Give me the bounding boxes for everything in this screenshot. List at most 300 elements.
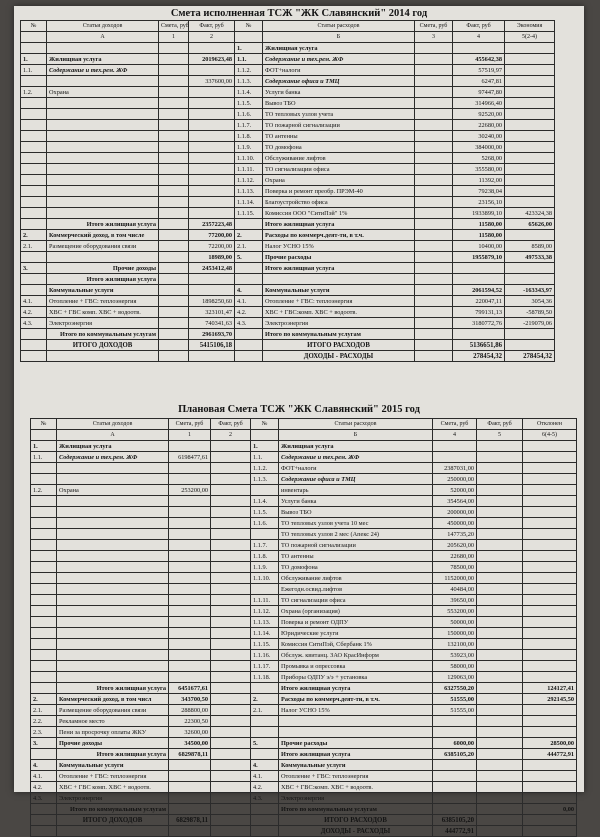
row-value — [189, 274, 235, 285]
row-value: 2961693,70 — [189, 329, 235, 340]
row-number: 2. — [31, 694, 57, 705]
row-value — [415, 219, 453, 230]
header-cell — [235, 32, 263, 43]
row-value — [415, 285, 453, 296]
row-label — [279, 727, 433, 738]
table-row — [31, 551, 577, 562]
table-row — [31, 683, 577, 694]
row-value — [211, 628, 251, 639]
total-expense-label: ИТОГО РАСХОДОВ — [279, 815, 433, 826]
row-value — [159, 307, 189, 318]
header-cell: № — [21, 21, 47, 32]
row-number: 4. — [31, 760, 57, 771]
header-cell: 2 — [211, 430, 251, 441]
row-value — [169, 474, 211, 485]
row-value — [169, 639, 211, 650]
row-value — [523, 771, 577, 782]
row-value: 253200,00 — [169, 485, 211, 496]
row-label: Охрана (организация) — [279, 606, 433, 617]
row-number: 2.1. — [21, 241, 47, 252]
row-value — [211, 661, 251, 672]
row-label — [57, 551, 169, 562]
cell — [235, 340, 263, 351]
row-label: Пени за просрочку оплаты ЖКУ — [57, 727, 169, 738]
row-number: 4.1. — [21, 296, 47, 307]
row-value: 8589,00 — [505, 241, 555, 252]
row-value — [415, 98, 453, 109]
row-label — [57, 463, 169, 474]
row-label: Итого по коммунальным услугам — [47, 329, 159, 340]
header-cell: Б — [279, 430, 433, 441]
row-number: 1.1.17. — [251, 661, 279, 672]
row-value — [523, 716, 577, 727]
row-number: 1.1.7. — [251, 540, 279, 551]
row-label: ТО тепловых узлов учета 10 мес — [279, 518, 433, 529]
balance-label: ДОХОДЫ - РАСХОДЫ — [263, 351, 415, 362]
row-number: 1.2. — [31, 485, 57, 496]
total-income-row — [31, 815, 577, 826]
row-value — [211, 529, 251, 540]
row-label: Вывоз ТБО — [279, 507, 433, 518]
row-value — [477, 584, 523, 595]
row-number: 3. — [21, 263, 47, 274]
row-value — [169, 782, 211, 793]
row-number — [235, 329, 263, 340]
row-label — [57, 606, 169, 617]
row-label: Итого жилищная услуга — [279, 683, 433, 694]
row-value — [211, 474, 251, 485]
row-value: 6385105,20 — [433, 749, 477, 760]
table-row — [31, 562, 577, 573]
row-value: 288800,00 — [169, 705, 211, 716]
row-value — [159, 263, 189, 274]
row-value — [415, 109, 453, 120]
table-row — [21, 109, 555, 120]
row-number: 1.1.7. — [235, 120, 263, 131]
cell — [505, 340, 555, 351]
row-number — [251, 485, 279, 496]
row-number: 1.1.11. — [251, 595, 279, 606]
row-label: Жилищная услуга — [47, 54, 159, 65]
row-number: 1.1.13. — [235, 186, 263, 197]
row-number: 4.3. — [21, 318, 47, 329]
balance-label: ДОХОДЫ - РАСХОДЫ — [279, 826, 433, 837]
row-value: 18989,00 — [189, 252, 235, 263]
table-2015-colnums — [31, 430, 577, 441]
row-value — [211, 683, 251, 694]
row-value: 6247,81 — [453, 76, 505, 87]
row-label — [57, 573, 169, 584]
table-row — [21, 197, 555, 208]
row-value: 2453412,48 — [189, 263, 235, 274]
row-value: 28500,00 — [523, 738, 577, 749]
row-number — [31, 529, 57, 540]
row-label: Содержание и тех.рем. ЖФ — [57, 452, 169, 463]
row-label — [47, 208, 159, 219]
table-row — [31, 474, 577, 485]
table-row — [31, 573, 577, 584]
row-value — [453, 43, 505, 54]
row-label: Итого по коммунальным услугам — [57, 804, 169, 815]
row-label: ТО пожарной сигнализации — [263, 120, 415, 131]
row-value: 423324,38 — [505, 208, 555, 219]
table-row — [31, 463, 577, 474]
balance-value: 278454,32 — [453, 351, 505, 362]
total-expense-label: ИТОГО РАСХОДОВ — [263, 340, 415, 351]
row-value: 355580,00 — [453, 164, 505, 175]
row-number: 4.2. — [235, 307, 263, 318]
row-label: Обслуж. квитанц. ЗАО КрасИнформ — [279, 650, 433, 661]
row-value — [211, 584, 251, 595]
row-value — [189, 98, 235, 109]
row-label: ТО пожарной сигнализации — [279, 540, 433, 551]
cell — [415, 351, 453, 362]
row-value — [523, 650, 577, 661]
row-value — [523, 760, 577, 771]
row-value — [415, 43, 453, 54]
row-value — [433, 452, 477, 463]
row-value — [211, 518, 251, 529]
row-value — [211, 738, 251, 749]
cell — [211, 815, 251, 826]
row-number — [31, 496, 57, 507]
row-value: 3054,36 — [505, 296, 555, 307]
row-value — [159, 186, 189, 197]
row-value — [159, 65, 189, 76]
table-row — [31, 617, 577, 628]
table-2014-body — [21, 43, 555, 340]
row-value — [211, 573, 251, 584]
row-number: 1.1.15. — [251, 639, 279, 650]
row-value — [505, 76, 555, 87]
row-number: 1.1.8. — [235, 131, 263, 142]
row-label: Комиссия СитиПэй, Сбербанк 1% — [279, 639, 433, 650]
row-label: Обслуживание лифтов — [263, 153, 415, 164]
table-row — [21, 296, 555, 307]
row-number — [251, 716, 279, 727]
row-value — [159, 43, 189, 54]
cell — [235, 351, 263, 362]
row-value: 444772,91 — [523, 749, 577, 760]
row-label — [279, 716, 433, 727]
row-value — [415, 175, 453, 186]
row-label: Расходы по коммерч.деят-ти, в т.ч. — [263, 230, 415, 241]
header-cell: № — [31, 419, 57, 430]
balance-value: 444772,91 — [433, 826, 477, 837]
row-value — [159, 87, 189, 98]
row-number — [21, 197, 47, 208]
row-value — [415, 76, 453, 87]
table-row — [21, 87, 555, 98]
row-number — [21, 219, 47, 230]
row-value — [169, 606, 211, 617]
row-value: 23156,10 — [453, 197, 505, 208]
table-row — [21, 153, 555, 164]
row-value — [453, 329, 505, 340]
row-value: 50000,00 — [433, 617, 477, 628]
row-number: 2.1. — [235, 241, 263, 252]
table-row — [21, 318, 555, 329]
row-label: Содержание и тех.рем. ЖФ — [263, 54, 415, 65]
row-value — [211, 771, 251, 782]
cell — [57, 826, 169, 837]
row-number: 1.1.16. — [251, 650, 279, 661]
row-value — [169, 672, 211, 683]
table-row — [21, 307, 555, 318]
row-number: 1.1.14. — [251, 628, 279, 639]
row-number — [31, 606, 57, 617]
row-label — [57, 628, 169, 639]
row-number: 1.1.2. — [235, 65, 263, 76]
row-value — [453, 263, 505, 274]
row-label — [57, 650, 169, 661]
header-cell: Статьи расходов — [279, 419, 433, 430]
table-row — [31, 716, 577, 727]
row-number — [235, 263, 263, 274]
row-label: ФОТ+налоги — [279, 463, 433, 474]
row-label: ХВС + ГВС:комп. ХВС + водоотв. — [263, 307, 415, 318]
row-value — [505, 54, 555, 65]
row-value — [505, 274, 555, 285]
row-value — [415, 230, 453, 241]
table-row — [21, 241, 555, 252]
row-value — [433, 804, 477, 815]
row-value — [415, 208, 453, 219]
row-label: Итого жилищная услуга — [263, 219, 415, 230]
header-cell: А — [57, 430, 169, 441]
table-row — [31, 749, 577, 760]
total-income-label: ИТОГО ДОХОДОВ — [57, 815, 169, 826]
row-number — [251, 529, 279, 540]
cell — [169, 826, 211, 837]
table-row — [31, 507, 577, 518]
row-value — [505, 175, 555, 186]
row-value: 799131,13 — [453, 307, 505, 318]
row-number: 1.1.12. — [235, 175, 263, 186]
row-value — [477, 639, 523, 650]
row-label — [47, 43, 159, 54]
header-cell: 5 — [477, 430, 523, 441]
table-row — [21, 208, 555, 219]
row-value — [189, 186, 235, 197]
row-value: 323101,47 — [189, 307, 235, 318]
row-label: Электроэнергия — [47, 318, 159, 329]
row-label: Охрана — [47, 87, 159, 98]
row-label — [57, 518, 169, 529]
row-number: 1.1. — [251, 452, 279, 463]
cell — [251, 815, 279, 826]
row-value — [189, 175, 235, 186]
row-value: 205620,00 — [433, 540, 477, 551]
row-value — [415, 263, 453, 274]
row-number — [31, 639, 57, 650]
header-cell — [251, 430, 279, 441]
row-number — [251, 804, 279, 815]
row-label: ХВС + ГВС комп. ХВС + водоотв. — [47, 307, 159, 318]
row-value: 40484,00 — [433, 584, 477, 595]
table-row — [21, 98, 555, 109]
total-expense-value: 5136651,86 — [453, 340, 505, 351]
row-label: ТО тепловых узлов учета — [263, 109, 415, 120]
row-value: 11392,00 — [453, 175, 505, 186]
row-label: Прочие расходы — [279, 738, 433, 749]
row-value — [415, 153, 453, 164]
row-value — [159, 98, 189, 109]
row-label: Благоустройство офиса — [263, 197, 415, 208]
row-label: Охрана — [263, 175, 415, 186]
row-value: 58000,00 — [433, 661, 477, 672]
row-value — [505, 329, 555, 340]
row-value: 92520,00 — [453, 109, 505, 120]
table-2014-colnums — [21, 32, 555, 43]
row-number: 2. — [235, 230, 263, 241]
row-label: Коммунальные услуги — [47, 285, 159, 296]
row-value — [477, 672, 523, 683]
row-label: ТО антенны — [263, 131, 415, 142]
row-label — [47, 164, 159, 175]
cell — [523, 826, 577, 837]
row-label — [57, 639, 169, 650]
row-value — [211, 705, 251, 716]
row-value — [211, 463, 251, 474]
row-value — [211, 485, 251, 496]
cell — [477, 826, 523, 837]
row-label — [57, 529, 169, 540]
row-value — [523, 452, 577, 463]
row-value — [159, 54, 189, 65]
row-label: Поверка и ремонт ОДПУ — [279, 617, 433, 628]
row-label: Итого жилищная услуга — [279, 749, 433, 760]
row-value: 32600,00 — [169, 727, 211, 738]
row-label — [263, 274, 415, 285]
cell — [21, 340, 47, 351]
row-label — [47, 109, 159, 120]
row-value — [211, 727, 251, 738]
cell — [159, 351, 189, 362]
row-number: 1. — [235, 43, 263, 54]
row-label: Услуги банка — [279, 496, 433, 507]
table-row — [31, 694, 577, 705]
row-label — [47, 98, 159, 109]
row-value — [477, 474, 523, 485]
row-value — [477, 606, 523, 617]
row-label: Отопление + ГВС: теплоэнергия — [263, 296, 415, 307]
row-value: -58789,50 — [505, 307, 555, 318]
row-label: Отопление + ГВС: теплоэнергия — [47, 296, 159, 307]
header-cell: А — [47, 32, 159, 43]
row-value: 2061594,52 — [453, 285, 505, 296]
row-number: 1.1.11. — [235, 164, 263, 175]
row-value — [211, 650, 251, 661]
row-value: 77200,00 — [189, 230, 235, 241]
row-value: 11580,00 — [453, 219, 505, 230]
table-row — [31, 518, 577, 529]
row-label: Итого жилищная услуга — [47, 219, 159, 230]
row-number: 2.1. — [251, 705, 279, 716]
row-label: Налог УСНО 15% — [263, 241, 415, 252]
row-value — [505, 98, 555, 109]
row-value — [477, 804, 523, 815]
row-value — [159, 285, 189, 296]
row-value — [415, 186, 453, 197]
row-value — [415, 131, 453, 142]
row-value — [477, 683, 523, 694]
table-row — [21, 164, 555, 175]
row-value — [477, 573, 523, 584]
row-value — [169, 793, 211, 804]
row-value — [477, 617, 523, 628]
row-label: Итого жилищная услуга — [57, 749, 169, 760]
row-label: ТО домофона — [263, 142, 415, 153]
row-label: ТО антенны — [279, 551, 433, 562]
header-cell: Статьи доходов — [57, 419, 169, 430]
row-value — [477, 551, 523, 562]
row-value — [211, 562, 251, 573]
row-value: 1933899,10 — [453, 208, 505, 219]
total-income-value: 6829878,11 — [169, 815, 211, 826]
cell — [21, 351, 47, 362]
row-number: 1. — [251, 441, 279, 452]
row-value: 72200,00 — [189, 241, 235, 252]
cell — [523, 815, 577, 826]
row-number — [21, 43, 47, 54]
table-row — [31, 793, 577, 804]
row-value — [433, 760, 477, 771]
row-number: 4. — [235, 285, 263, 296]
row-value: 53923,00 — [433, 650, 477, 661]
row-label — [57, 496, 169, 507]
row-value: 200000,00 — [433, 507, 477, 518]
header-cell: 2 — [189, 32, 235, 43]
row-number: 1.1. — [235, 54, 263, 65]
table-row — [31, 650, 577, 661]
row-value — [159, 164, 189, 175]
title-2014: Смета исполненная ТСЖ "ЖК Славянский" 2014 год — [170, 8, 428, 19]
row-value — [169, 562, 211, 573]
row-value — [211, 782, 251, 793]
row-value — [211, 496, 251, 507]
row-value — [169, 529, 211, 540]
table-row — [31, 441, 577, 452]
row-value: 132100,00 — [433, 639, 477, 650]
row-value: 740341,63 — [189, 318, 235, 329]
row-value — [211, 617, 251, 628]
table-2014-header — [21, 21, 555, 32]
row-label: Приборы ОДПУ э/э + установка — [279, 672, 433, 683]
row-label: Итого жилищная услуга — [57, 683, 169, 694]
row-value — [211, 452, 251, 463]
row-value — [505, 186, 555, 197]
row-number — [21, 285, 47, 296]
row-value — [523, 628, 577, 639]
row-value — [523, 496, 577, 507]
row-label — [47, 131, 159, 142]
row-value — [169, 584, 211, 595]
row-value — [169, 463, 211, 474]
header-cell: 5(2-4) — [505, 32, 555, 43]
row-value — [433, 793, 477, 804]
row-number: 1. — [31, 441, 57, 452]
row-value: 22680,00 — [453, 120, 505, 131]
row-value — [523, 793, 577, 804]
row-value — [159, 274, 189, 285]
row-value: 57519,97 — [453, 65, 505, 76]
row-value — [211, 749, 251, 760]
row-number — [31, 804, 57, 815]
row-number: 1.1.12. — [251, 606, 279, 617]
row-number: 1.1.4. — [235, 87, 263, 98]
header-cell: Смета, руб — [159, 21, 189, 32]
